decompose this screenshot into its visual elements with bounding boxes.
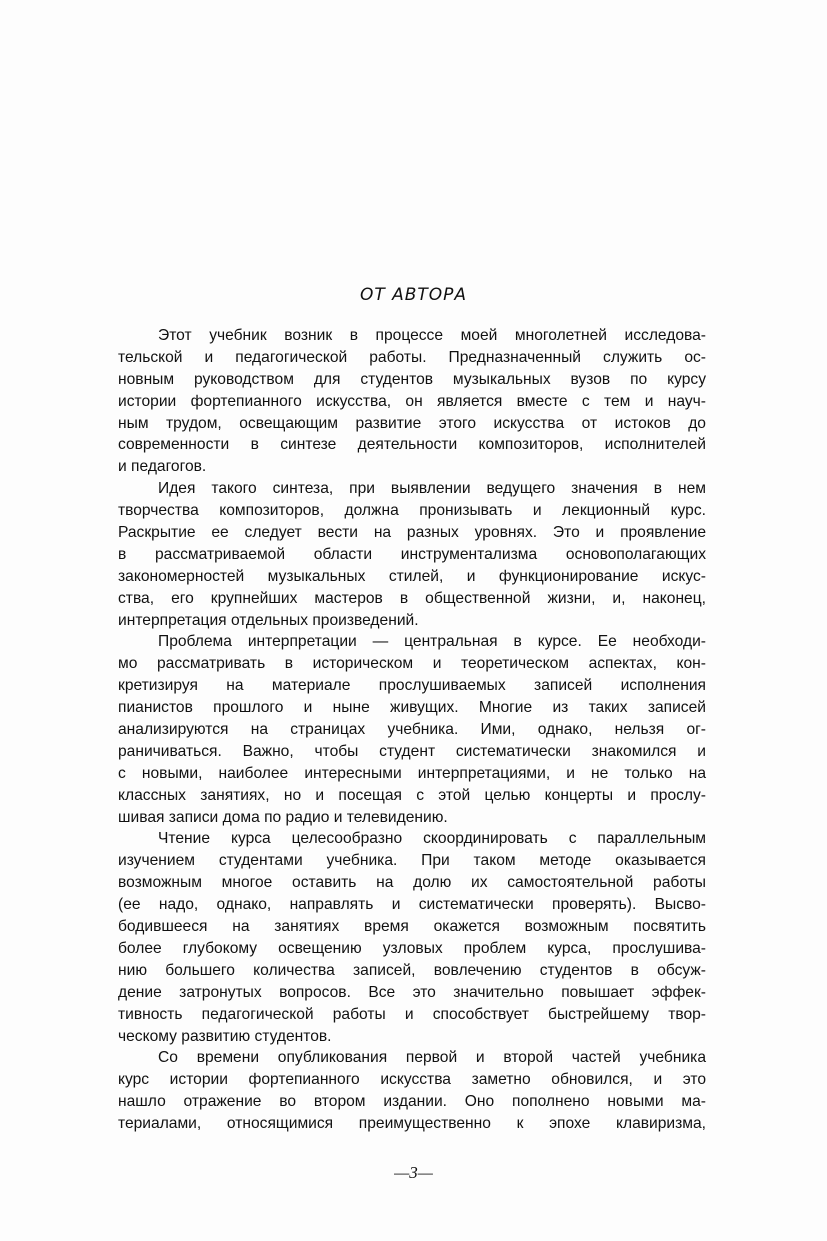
text-line: Раскрытие ее следует вести на разных уровнях. Это и проявление [118, 524, 706, 542]
page-number: —3— [394, 1163, 433, 1182]
text-line: Со времени опубликования первой и второй частей учебника [158, 1049, 706, 1067]
text-line: Проблема интерпретации — центральная в курсе. Ее необходи- [158, 633, 706, 651]
text-line: пианистов прошлого и ныне живущих. Многие из таких записей [118, 699, 706, 717]
text-line: интерпретация отдельных произведений. [118, 611, 419, 629]
text-line: более глубокому освещению узловых проблем курса, прослушива- [118, 939, 706, 957]
body-text [118, 325, 706, 1135]
text-line: ным трудом, освещающим развитие этого искусства от истоков до [118, 414, 706, 432]
text-line: Чтение курса целесообразно скоординировать с параллельным [158, 830, 706, 848]
text-line: ческому развитию студентов. [118, 1027, 332, 1045]
text-line: дение затронутых вопросов. Все это значительно повышает эффек- [118, 983, 706, 1001]
text-line: и педагогов. [118, 458, 207, 476]
text-line: нию большего количества записей, вовлечению студентов в обсуж- [118, 961, 706, 979]
text-line: Этот учебник возник в процессе моей многолетней исследова- [158, 327, 706, 344]
text-line: шивая записи дома по радио и телевидению. [118, 808, 448, 826]
text-line: курс истории фортепианного искусства заметно обновился, и это [118, 1071, 706, 1089]
text-line: тельской и педагогической работы. Предназначенный служить ос- [118, 348, 706, 366]
text-line: Идея такого синтеза, при выявлении ведущего значения в нем [158, 480, 706, 498]
text-line: териалами, относящимися преимущественно к эпохе клавиризма, [118, 1115, 706, 1133]
text-line: творчества композиторов, должна пронизывать и лекционный курс. [118, 502, 706, 520]
text-line: возможным многое оставить на долю их самостоятельной работы [118, 874, 706, 892]
text-line: истории фортепианного искусства, он является вместе с тем и науч- [118, 392, 706, 410]
text-line: кретизируя на материале прослушиваемых записей исполнения [118, 677, 706, 695]
paragraph [118, 631, 706, 828]
text-line: новным руководством для студентов музыкальных вузов по курсу [118, 370, 706, 388]
text-line: ства, его крупнейших мастеров в общественной жизни, и, наконец, [118, 589, 706, 607]
paragraph [118, 828, 706, 1047]
text-line: мо рассматривать в историческом и теоретическом аспектах, кон- [118, 655, 706, 673]
text-line: (ее надо, однако, направлять и систематически проверять). Высво- [118, 896, 706, 914]
text-line: закономерностей музыкальных стилей, и функционирование искус- [118, 567, 706, 585]
paragraph [118, 325, 706, 478]
text-line: анализируются на страницах учебника. Ими, однако, нельзя ог- [118, 721, 706, 739]
text-line: с новыми, наиболее интересными интерпретациями, и не только на [118, 764, 706, 782]
paragraph [118, 1047, 706, 1135]
text-line: в рассматриваемой области инструментализма основополагающих [118, 545, 706, 563]
paragraph [118, 478, 706, 631]
text-line: раничиваться. Важно, чтобы студент систематически знакомился и [118, 742, 706, 760]
section-heading: ОТ АВТОРА [359, 285, 468, 305]
text-line: бодившееся на занятиях время окажется возможным посвятить [118, 918, 706, 936]
text-line: тивность педагогической работы и способствует быстрейшему твор- [118, 1005, 706, 1023]
text-line: классных занятиях, но и посещая с этой целью концерты и прослу- [118, 786, 706, 804]
text-line: изучением студентами учебника. При таком методе оказывается [118, 852, 706, 870]
text-line: современности в синтезе деятельности композиторов, исполнителей [118, 436, 706, 454]
text-line: нашло отражение во втором издании. Оно пополнено новыми ма- [118, 1093, 706, 1111]
